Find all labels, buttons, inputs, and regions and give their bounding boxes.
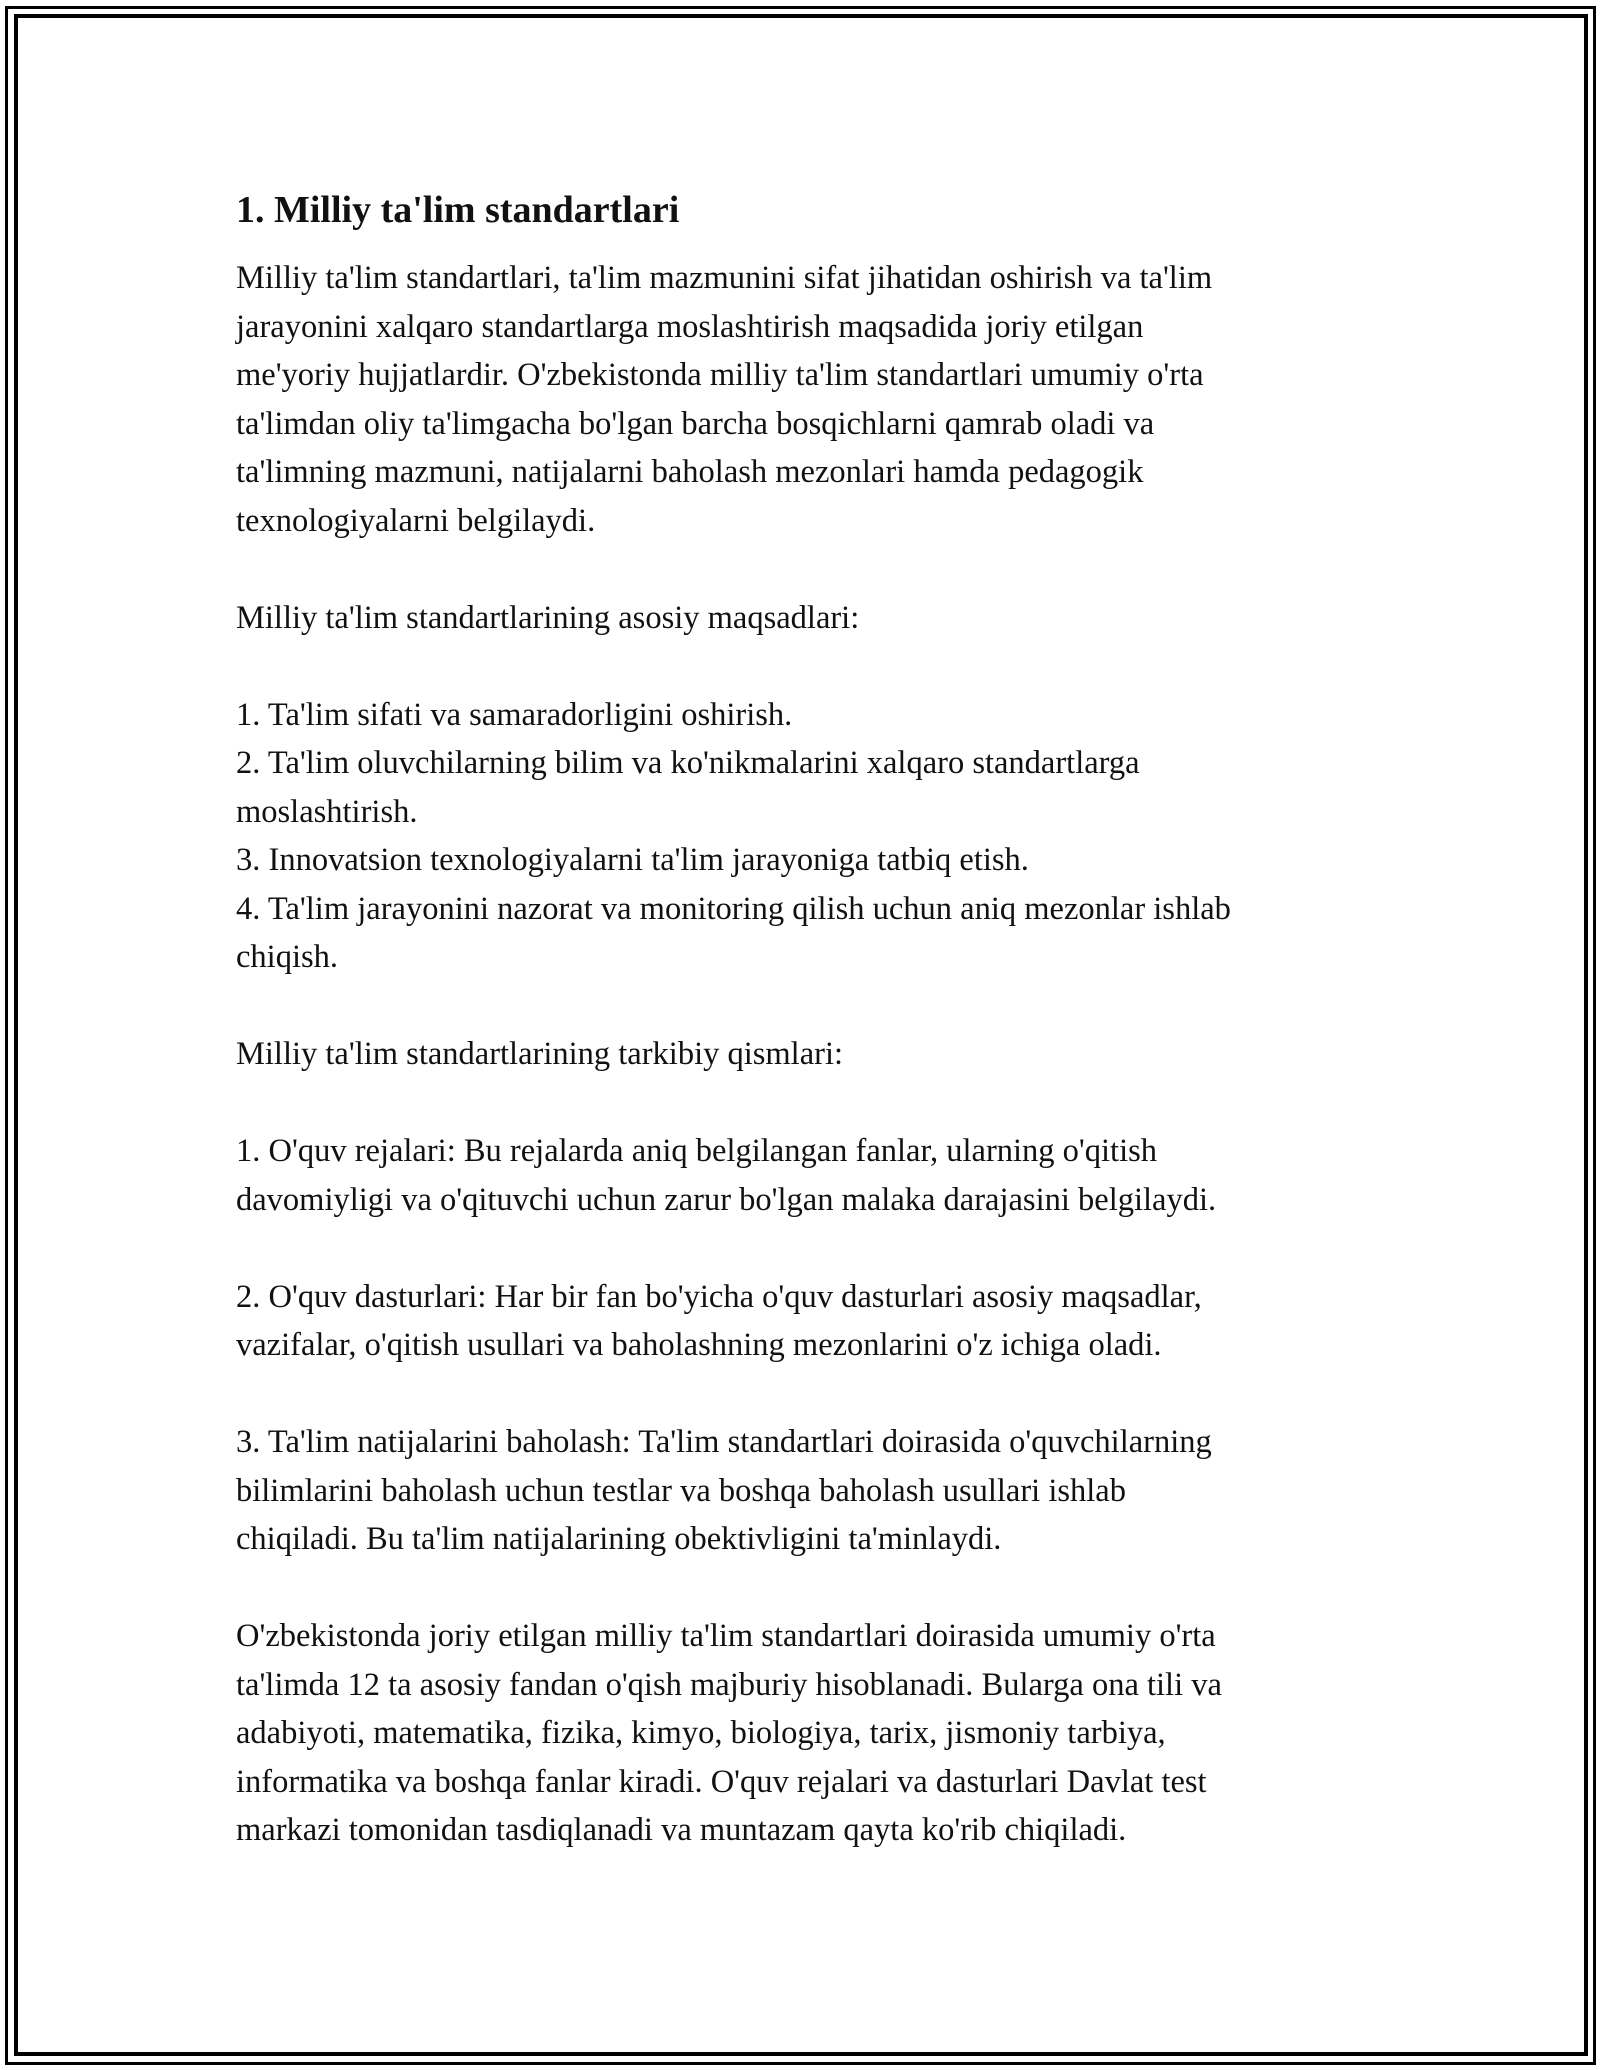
paragraph-spacer	[236, 1370, 1386, 1419]
closing-paragraph: O'zbekistonda joriy etilgan milliy ta'lim standartlari doirasida umumiy o'rta ta'limda 12 ta asosiy fandan o'qish majburiy hisoblanadi. Bularga ona tili va adabiyoti, matematika, fizika, kimyo, biologiya, tarix, jismoniy tarbiya, informatika va boshqa fanlar kiradi. O'quv rejalari va dasturlari Davlat test markazi tomonidan tasdiqlanadi va muntazam qayta ko'rib chiqiladi.	[236, 1618, 1222, 1848]
intro-paragraph: Milliy ta'lim standartlari, ta'lim mazmunini sifat jihatidan oshirish va ta'lim jarayonini xalqaro standartlarga moslashtirish maqsadida joriy etilgan me'yoriy hujjatlardir. O'zbekistonda milliy ta'lim standartlari umumiy o'rta ta'limdan oliy ta'limgacha bo'lgan barcha bosqichlarni qamrab oladi va ta'limning mazmuni, natijalarni baholash mezonlari hamda pedagogik texnologiyalarni belgilaydi.	[236, 260, 1213, 539]
goals-heading: Milliy ta'lim standartlarining asosiy maqsadlari:	[236, 599, 860, 636]
paragraph-spacer	[236, 982, 1386, 1031]
paragraph-spacer	[236, 545, 1386, 594]
paragraph-spacer	[236, 1224, 1386, 1273]
component-item-curricula: 1. O'quv rejalari: Bu rejalarda aniq belgilangan fanlar, ularning o'qitish davomiyligi va o'qituvchi uchun zarur bo'lgan malaka darajasini belgilaydi.	[236, 1133, 1217, 1218]
goals-list: 1. Ta'lim sifati va samaradorligini oshirish. 2. Ta'lim oluvchilarning bilim va ko'nikmalarini xalqaro standartlarga moslashtirish. 3. Innovatsion texnologiyalarni ta'lim jarayoniga tatbiq etish. 4. Ta'lim jarayonini nazorat va monitoring qilish uchun aniq mezonlar ishlab chiqish.	[236, 696, 1231, 975]
document-body	[236, 186, 1386, 1855]
paragraph-spacer	[236, 1079, 1386, 1128]
component-item-assessment: 3. Ta'lim natijalarini baholash: Ta'lim standartlari doirasida o'quvchilarning bilimlarini baholash uchun testlar va boshqa baholash usullari ishlab chiqiladi. Bu ta'lim natijalarining obektivligini ta'minlaydi.	[236, 1424, 1212, 1557]
paragraph-spacer	[236, 1564, 1386, 1613]
component-item-programs: 2. O'quv dasturlari: Har bir fan bo'yicha o'quv dasturlari asosiy maqsadlar, vazifalar, o'qitish usullari va baholashning mezonlarini o'z ichiga oladi.	[236, 1278, 1202, 1363]
components-heading: Milliy ta'lim standartlarining tarkibiy qismlari:	[236, 1036, 844, 1072]
paragraph-spacer	[236, 642, 1386, 691]
section-heading: 1. Milliy ta'lim standartlari	[236, 189, 680, 231]
